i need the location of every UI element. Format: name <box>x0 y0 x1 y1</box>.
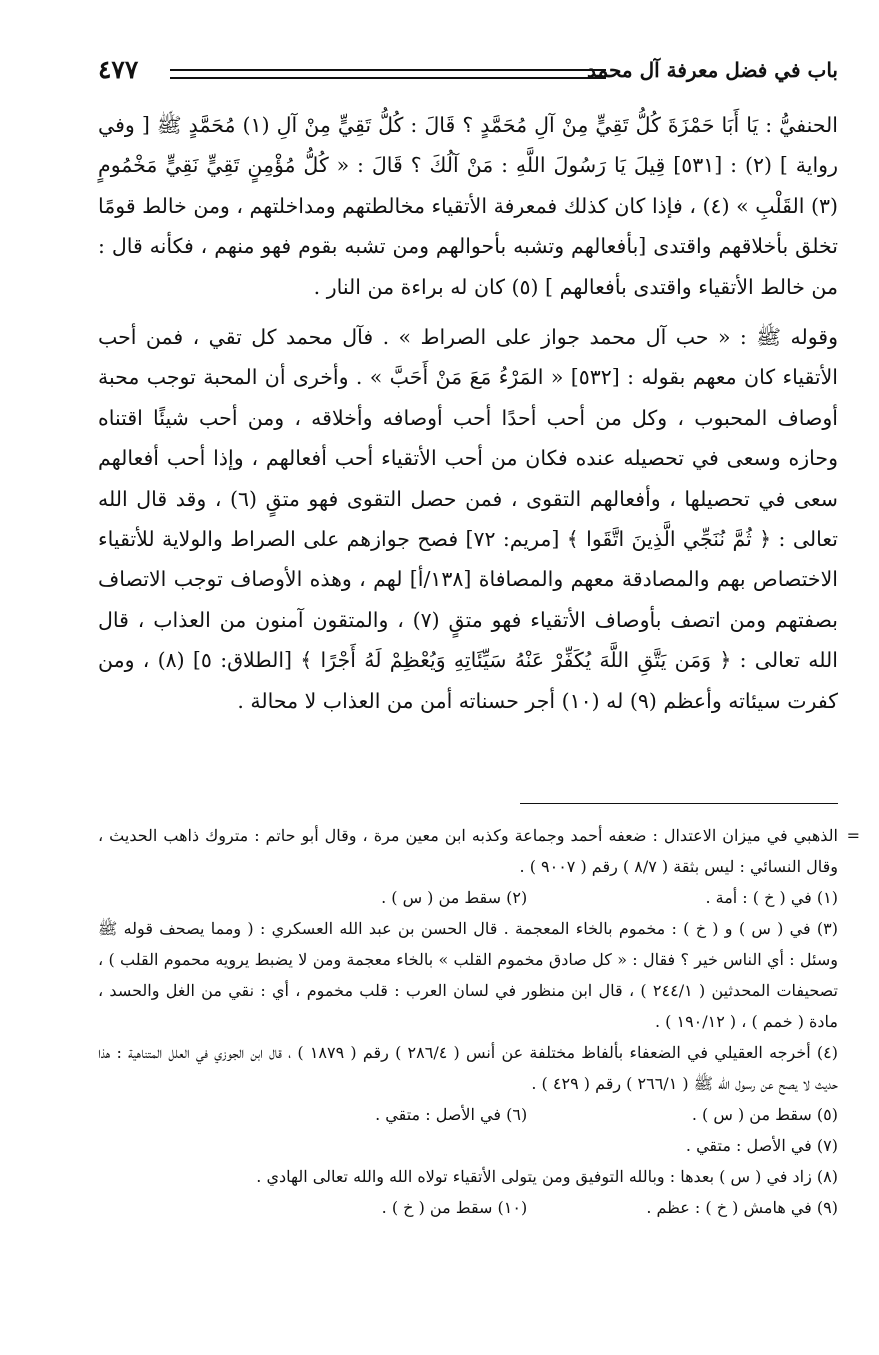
footnote-continuation-text: الذهبي في ميزان الاعتدال : ضعفه أحمد وجماعة وكذبه ابن معين مرة ، وقال أبو حاتم : متروك ذاهب الحديث ، وقال النسائي : ليس بثقة ( ٨/٧ ) رقم ( ٩٠٠٧ ) . <box>98 826 839 876</box>
footnote-2: (٢) سقط من ( س ) . <box>381 888 528 907</box>
main-text <box>98 105 838 721</box>
footnote-8: (٨) زاد في ( س ) بعدها : وبالله التوفيق ومن يتولى الأتقياء تولاه الله والله تعالى الهادي . <box>256 1167 838 1186</box>
footnote-row-1-2 <box>98 882 838 913</box>
footnote-5: (٥) سقط من ( س ) . <box>691 1105 838 1124</box>
paragraph-1: الحنفيُّ : يَا أَبَا حَمْزَةَ كُلُّ تَقِيٍّ مِنْ آلِ مُحَمَّدٍ ؟ قَالَ : كُلُّ تَقِيٍّ مِنْ آلِ (١) مُحَمَّدٍ ﷺ [ وفي رواية ] (٢) : [٥٣١] قِيلَ يَا رَسُولَ اللَّهِ : مَنْ آلُكَ ؟ قَالَ : « كُلُّ مُؤْمِنٍ تَقِيٍّ نَقِيٍّ مَخْمُومٍ (٣) القَلْبِ » (٤) ، فإذا كان كذلك فمعرفة الأتقياء مخالطتهم ومداخلتهم ، ومن خالط قومًا تخلق بأخلاقهم واقتدى [بأفعالهم وتشبه بأحوالهم ومن تشبه بقوم فهو منهم ، فكأنه قال : من خالط الأتقياء واقتدى بأفعالهم ] (٥) كان له براءة من النار . <box>98 113 838 299</box>
footnote-10: (١٠) سقط من ( خ ) . <box>381 1198 528 1217</box>
header-double-rule <box>170 69 606 79</box>
footnote-4: (٤) أخرجه العقيلي في الضعفاء بألفاظ مختلفة عن أنس ( ٢٨٦/٤ ) رقم ( ١٨٧٩ ) ، قال ابن الجوزي في العلل المتناهية : هذا حديث لا يصح عن رسول الله ﷺ ( ٢٦٦/١ ) رقم ( ٤٢٩ ) . <box>98 1043 838 1093</box>
continuation-mark: = <box>846 826 860 845</box>
footnote-1: (١) في ( خ ) : أمة . <box>705 888 838 907</box>
footnote-3: (٣) في ( س ) و ( خ ) : مخموم بالخاء المعجمة . قال الحسن بن عبد الله العسكري : ( ومما يصحف قوله ﷺ وسئل : أي الناس خير ؟ فقال : « كل صادق مخموم القلب » بالخاء معجمة ومن لا يضبط يرويه محموم القلب ) ، تصحيفات المحدثين ( ٢٤٤/١ ) ، قال ابن منظور في لسان العرب : قلب مخموم ، أي : نقي من الغل والحسد ، مادة ( خمم ) ، ( ١٩٠/١٢ ) . <box>98 919 839 1031</box>
footnotes <box>98 820 860 1223</box>
page-header <box>98 55 838 91</box>
footnote-6: (٦) في الأصل : متقي . <box>375 1105 528 1124</box>
footnote-separator <box>520 803 838 804</box>
paragraph-2: وقوله ﷺ : « حب آل محمد جواز على الصراط » . فآل محمد كل تقي ، فمن أحب الأتقياء كان معهم بقوله : [٥٣٢] « المَرْءُ مَعَ مَنْ أَحَبَّ » . وأخرى أن المحبة توجب محبة أوصاف المحبوب ، وكل من أحب أحدًا أحب أوصافه وأخلاقه ، ومن أحب شيئًا اقتناه وحازه وسعى في تحصيله عنده فكان من أحب الأتقياء أحب أفعالهم ، وإذا أحب أفعالهم سعى في تحصيلها ، وأفعالهم التقوى ، فمن حصل التقوى فهو متقٍ (٦) ، وقد قال الله تعالى : ﴿ ثُمَّ نُنَجِّي الَّذِينَ اتَّقَوا ﴾ [مريم: ٧٢] فصح جوازهم على الصراط والولاية للأتقياء الاختصاص بهم والمصادقة معهم والمصافاة [١٣٨/أ] لهم ، وهذه الأوصاف توجب الاتصاف بصفتهم ومن اتصف بأوصاف الأتقياء فهو متقٍ (٧) ، والمتقون آمنون من العذاب ، قال الله تعالى : ﴿ وَمَن يَتَّقِ اللَّهَ يُكَفِّرْ عَنْهُ سَيِّئَاتِهِ وَيُعْظِمْ لَهُ أَجْرًا ﴾ [الطلاق: ٥] (٨) ، ومن كفرت سيئاته وأعظم (٩) له (١٠) أجر حسناته أمن من العذاب لا محالة . <box>98 325 838 713</box>
page-number: ٤٧٧ <box>98 55 139 84</box>
footnote-row-5-6 <box>98 1099 838 1130</box>
running-title: باب في فضل معرفة آل محمد <box>586 58 838 82</box>
footnote-9: (٩) في هامش ( خ ) : عظم . <box>646 1198 838 1217</box>
footnote-continuation <box>98 820 860 882</box>
footnote-7: (٧) في الأصل : متقي . <box>685 1136 838 1155</box>
footnote-row-9-10 <box>98 1192 838 1223</box>
